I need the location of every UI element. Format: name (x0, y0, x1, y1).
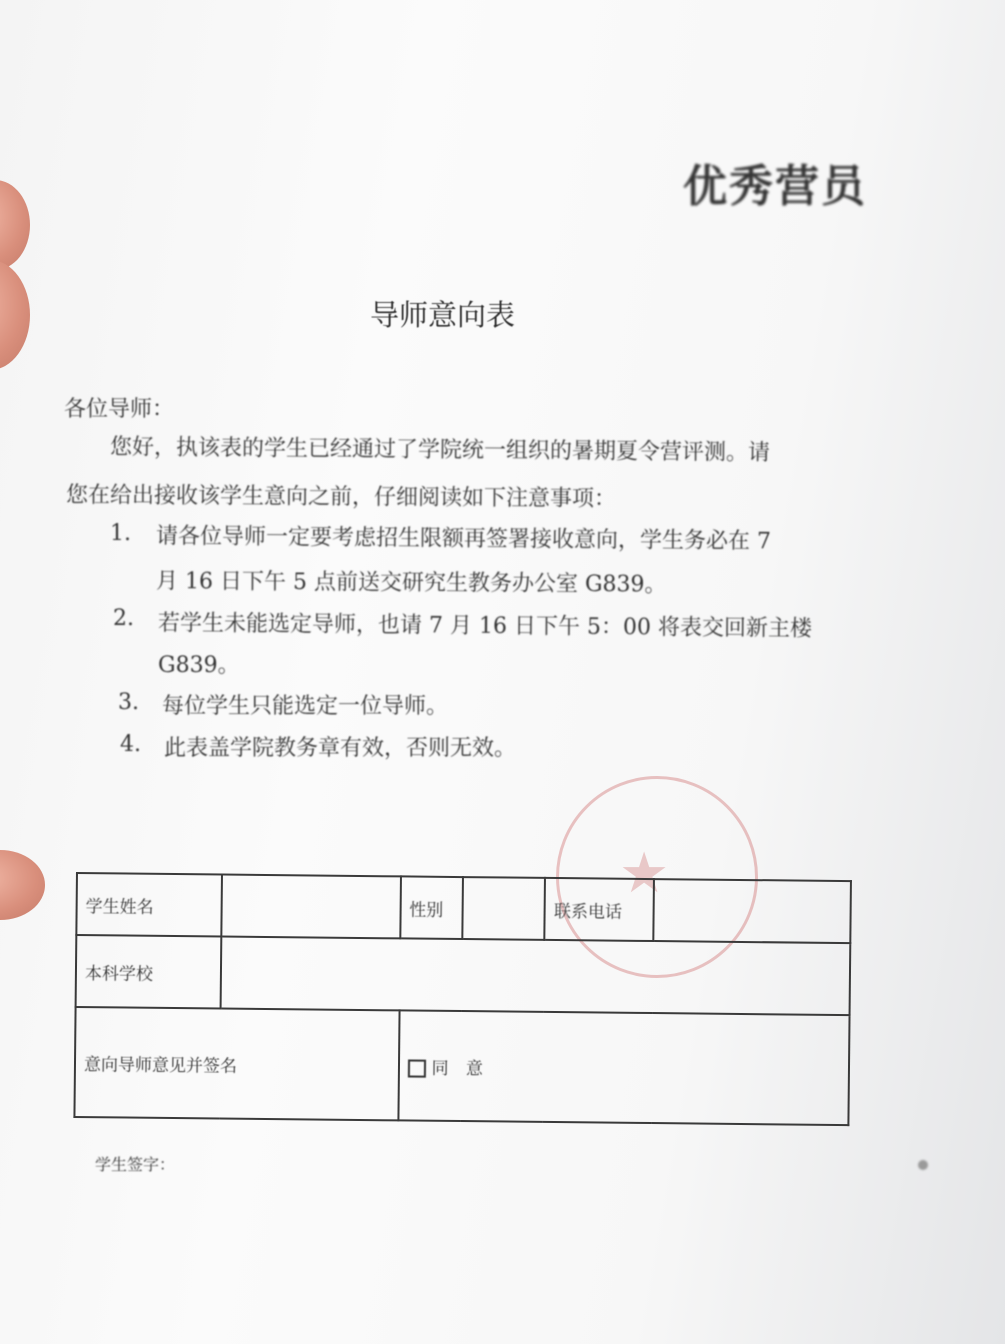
item-2-number: 2. (113, 606, 134, 631)
greeting: 各位导师： (64, 397, 175, 422)
document-title: 导师意向表 (370, 298, 516, 332)
application-form-table (73, 872, 852, 1126)
item-4-text: 此表盖学院教务章有效，否则无效。 (164, 736, 517, 761)
gender-label: 性别 (400, 876, 463, 939)
item-1-line-2: 月 16 日下午 5 点前送交研究生教务办公室 G839。 (155, 569, 667, 598)
item-1-number: 1. (110, 521, 131, 546)
phone-label: 联系电话 (545, 878, 654, 941)
item-4-number: 4. (120, 732, 141, 757)
agree-checkbox[interactable] (408, 1059, 426, 1077)
paper-dot (918, 1160, 928, 1170)
intro-line-2: 您在给出接收该学生意向之前，仔细阅读如下注意事项： (65, 483, 617, 512)
student-name-field[interactable] (221, 875, 401, 939)
gender-field[interactable] (462, 877, 545, 940)
student-signature-label: 学生签字： (95, 1155, 176, 1174)
excellent-camper-badge: 优秀营员 (683, 161, 867, 212)
undergrad-school-label: 本科学校 (76, 935, 221, 1009)
item-3-number: 3. (118, 690, 139, 715)
agree-label: 同 意 (431, 1058, 490, 1079)
item-3-text: 每位学生只能选定一位导师。 (162, 694, 449, 719)
undergrad-school-field[interactable] (220, 937, 850, 1016)
phone-field[interactable] (653, 879, 851, 943)
item-1-line-1: 请各位导师一定要考虑招生限额再签署接收意向，学生务必在 7 (155, 524, 772, 555)
advisor-opinion-label: 意向导师意见并签名 (74, 1007, 399, 1120)
item-2-line-1: 若学生未能选定导师，也请 7 月 16 日下午 5：00 将表交回新主楼 (157, 611, 813, 642)
advisor-opinion-field[interactable] (398, 1010, 849, 1125)
intro-line-1: 您好，执该表的学生已经通过了学院统一组织的暑期夏令营评测。请 (109, 435, 771, 466)
item-2-line-2: G839。 (158, 653, 240, 678)
student-name-label: 学生姓名 (76, 873, 221, 937)
seal-star-icon: ★ (619, 841, 670, 906)
